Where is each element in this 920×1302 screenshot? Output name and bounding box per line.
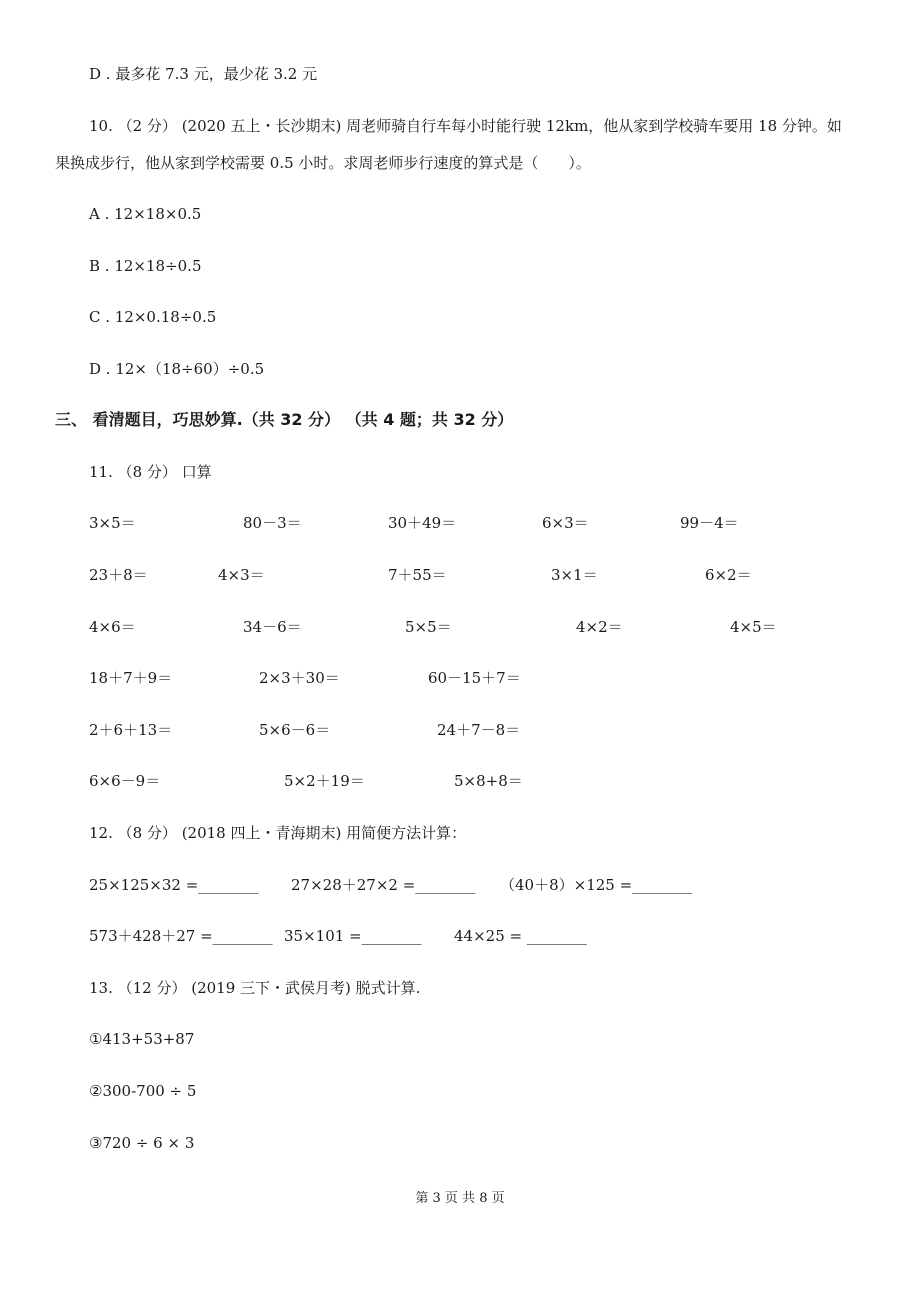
q13-stem: 13. （12 分） (2019 三下・武侯月考) 脱式计算. [89,979,421,997]
oral-calc-item: 4×3＝ [218,566,265,584]
oral-calc-item: 34－6＝ [243,618,302,636]
oral-calc-item: 4×5＝ [730,618,777,636]
q10-option-d: D . 12×（18÷60）÷0.5 [89,360,265,378]
oral-calc-item: 6×6－9＝ [89,772,161,790]
q9-option-d: D . 最多花 7.3 元，最少花 3.2 元 [89,65,318,83]
oral-calc-item: 6×2＝ [705,566,752,584]
oral-calc-item: 2×3＋30＝ [259,669,340,687]
oral-calc-item: 5×5＝ [405,618,452,636]
oral-calc-item: 5×8+8＝ [454,772,523,790]
simplify-calc-item: 44×25 = ________ [454,927,587,945]
q10-option-a: A . 12×18×0.5 [89,205,202,223]
oral-calc-item: 7＋55＝ [388,566,447,584]
oral-calc-item: 18＋7＋9＝ [89,669,173,687]
simplify-calc-item: 27×28＋27×2 =________ [291,876,476,894]
oral-calc-item: 2＋6＋13＝ [89,721,173,739]
q10-option-b: B . 12×18÷0.5 [89,257,202,275]
q13-item-2: ②300-700 ÷ 5 [89,1082,197,1100]
simplify-calc-item: 573＋428＋27 =________ [89,927,273,945]
section3-heading: 三、 看清题目，巧思妙算.（共 32 分） （共 4 题；共 32 分） [55,410,514,429]
oral-calc-item: 4×6＝ [89,618,136,636]
oral-calc-item: 24＋7－8＝ [437,721,521,739]
oral-calc-item: 3×5＝ [89,514,136,532]
q11-stem: 11. （8 分） 口算 [89,463,212,481]
oral-calc-item: 4×2＝ [576,618,623,636]
simplify-calc-item: （40＋8）×125 =________ [500,876,693,894]
oral-calc-item: 6×3＝ [542,514,589,532]
oral-calc-item: 80－3＝ [243,514,302,532]
q10-stem-line2: 果换成步行，他从家到学校需要 0.5 小时。求周老师步行速度的算式是（ ）。 [55,154,591,172]
q10-stem-line1: 10. （2 分） (2020 五上・长沙期末) 周老师骑自行车每小时能行驶 12km，他从家到学校骑车要用 18 分钟。如 [89,117,842,135]
q13-item-1: ①413+53+87 [89,1030,195,1048]
oral-calc-item: 99－4＝ [680,514,739,532]
page-footer: 第 3 页 共 8 页 [415,1191,505,1206]
oral-calc-item: 30＋49＝ [388,514,457,532]
simplify-calc-item: 35×101 =________ [284,927,422,945]
oral-calc-item: 5×2＋19＝ [284,772,365,790]
simplify-calc-item: 25×125×32 =________ [89,876,259,894]
q13-item-3: ③720 ÷ 6 × 3 [89,1134,195,1152]
oral-calc-item: 23＋8＝ [89,566,148,584]
oral-calc-item: 5×6－6＝ [259,721,331,739]
q10-option-c: C . 12×0.18÷0.5 [89,308,217,326]
q12-stem: 12. （8 分） (2018 四上・青海期末) 用简便方法计算： [89,824,467,842]
oral-calc-item: 60－15＋7＝ [428,669,521,687]
oral-calc-item: 3×1＝ [551,566,598,584]
